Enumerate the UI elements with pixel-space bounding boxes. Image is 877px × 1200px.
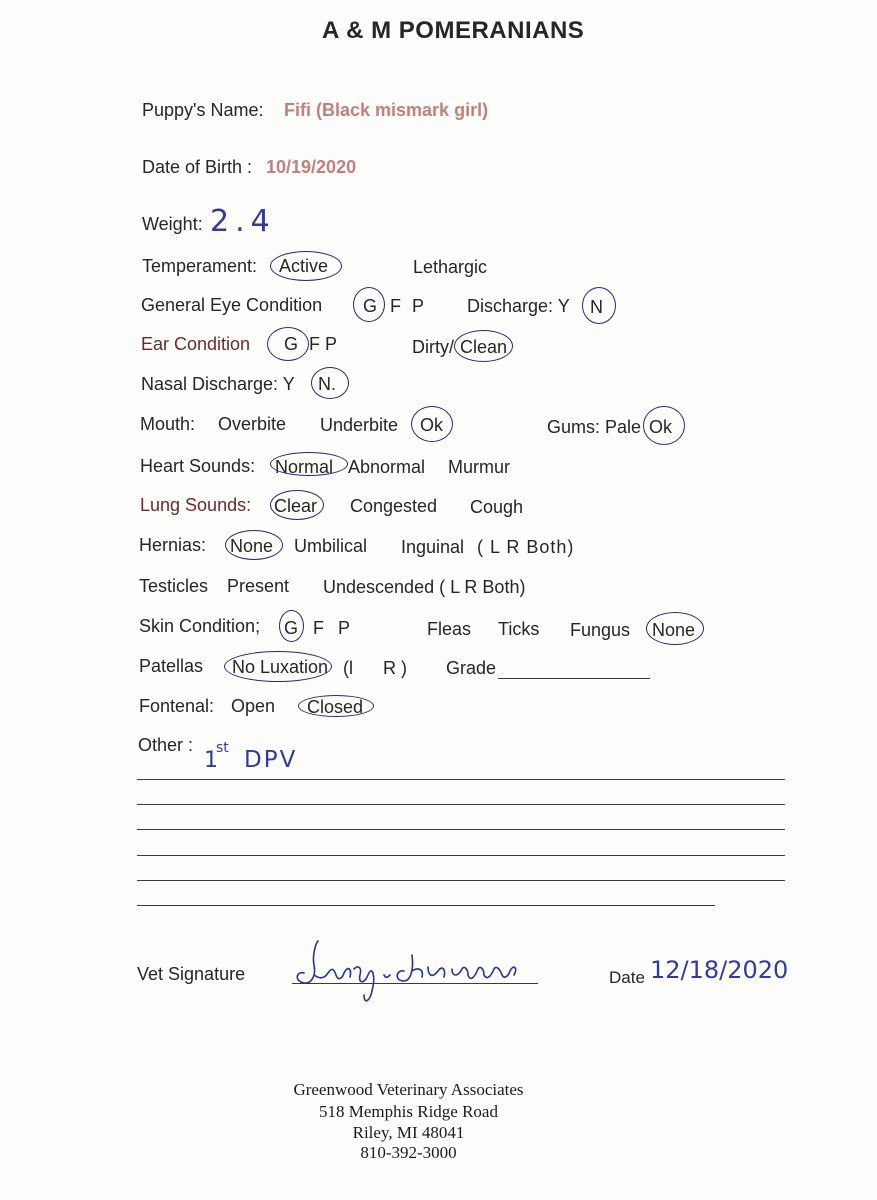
heart-label: Heart Sounds: — [140, 456, 256, 476]
footer-city: Riley, MI 48041 — [352, 1123, 465, 1142]
other-label: Other : — [138, 735, 194, 755]
gums-ok: Ok — [649, 417, 673, 437]
heart-murmur: Murmur — [448, 457, 510, 477]
notes-line — [137, 880, 785, 881]
notes-line — [137, 779, 785, 780]
hernias-umbilical: Umbilical — [294, 536, 368, 556]
circle-mark — [643, 406, 685, 445]
patellas-label: Patellas — [139, 656, 204, 676]
eye-g: G — [363, 296, 378, 316]
other-note: DPV — [244, 747, 298, 773]
lung-clear: Clear — [274, 496, 318, 516]
footer-clinic-name: Greenwood Veterinary Associates — [293, 1080, 524, 1099]
skin-none: None — [652, 620, 696, 640]
footer-address: 518 Memphis Ridge Road — [319, 1102, 498, 1121]
puppy-name-value: Fifi (Black mismark girl) — [284, 100, 489, 120]
fontenal-open: Open — [231, 696, 276, 716]
hernias-label: Hernias: — [139, 535, 207, 555]
skin-p: P — [338, 618, 351, 638]
mouth-label: Mouth: — [140, 414, 196, 434]
ear-fp: F P — [309, 334, 338, 354]
skin-fleas: Fleas — [427, 619, 472, 639]
eye-f: F — [390, 296, 401, 316]
skin-g: G — [284, 618, 299, 638]
signature-line — [292, 983, 538, 984]
circle-mark — [646, 612, 704, 645]
date-value: 12/18/2020 — [650, 956, 789, 984]
date-label: Date — [609, 968, 645, 987]
hernias-lr: ( L R Both) — [477, 537, 575, 557]
hernias-none: None — [230, 536, 274, 556]
weight-label: Weight: — [142, 214, 203, 234]
circle-mark — [270, 251, 342, 281]
circle-mark — [454, 330, 513, 362]
heart-normal: Normal — [275, 457, 334, 477]
eye-n: N — [590, 297, 603, 317]
temperament-lethargic: Lethargic — [413, 257, 488, 277]
page-title: A & M POMERANIANS — [322, 17, 585, 44]
fontenal-label: Fontenal: — [139, 696, 215, 716]
mouth-underbite: Underbite — [320, 415, 399, 435]
other-note-super: st — [216, 740, 229, 756]
mouth-overbite: Overbite — [218, 414, 287, 434]
circle-mark — [224, 651, 332, 682]
patellas-lr: (l R ) — [343, 658, 407, 678]
weight-value: 2.4 — [210, 204, 276, 239]
circle-mark — [270, 452, 348, 476]
patellas-grade: Grade — [446, 658, 497, 678]
lung-cough: Cough — [470, 497, 524, 517]
temperament-active: Active — [279, 256, 329, 276]
notes-line — [137, 804, 785, 805]
circle-mark — [411, 406, 453, 442]
circle-mark — [270, 490, 324, 520]
ear-label: Ear Condition — [141, 334, 251, 354]
puppy-name-label: Puppy's Name: — [142, 100, 264, 120]
heart-abnormal: Abnormal — [348, 457, 426, 477]
nasal-n: N. — [318, 374, 336, 394]
circle-mark — [353, 287, 385, 322]
vet-signature — [292, 935, 542, 1005]
testicles-present: Present — [227, 576, 290, 596]
ear-dirty: Dirty/ — [412, 337, 454, 357]
circle-mark — [279, 610, 304, 642]
circle-mark — [267, 327, 309, 361]
ear-g: G — [284, 334, 299, 354]
lung-label: Lung Sounds: — [140, 495, 252, 515]
circle-mark — [298, 695, 374, 717]
skin-f: F — [313, 618, 324, 638]
temperament-label: Temperament: — [142, 256, 258, 276]
notes-line — [137, 829, 785, 830]
mouth-ok: Ok — [420, 415, 444, 435]
grade-line — [498, 678, 650, 679]
testicles-label: Testicles — [139, 576, 209, 596]
notes-line — [137, 855, 785, 856]
notes-line — [137, 905, 715, 906]
other-note-num: 1 — [204, 748, 218, 773]
fontenal-closed: Closed — [307, 697, 364, 717]
dob-value: 10/19/2020 — [266, 157, 357, 177]
eye-discharge: Discharge: Y — [467, 296, 570, 316]
patellas-noluxation: No Luxation — [232, 657, 329, 677]
testicles-undescended: Undescended ( L R Both) — [323, 577, 526, 597]
eye-p: P — [412, 296, 425, 316]
ear-clean: Clean — [460, 337, 508, 357]
gums-label: Gums: Pale — [547, 417, 642, 437]
hernias-inguinal: Inguinal — [401, 537, 465, 557]
circle-mark — [225, 530, 283, 560]
skin-fungus: Fungus — [570, 620, 631, 640]
skin-ticks: Ticks — [498, 619, 540, 639]
eye-label: General Eye Condition — [141, 295, 323, 315]
skin-label: Skin Condition; — [139, 616, 261, 636]
nasal-label: Nasal Discharge: Y — [141, 374, 295, 394]
dob-label: Date of Birth : — [142, 157, 253, 177]
lung-congested: Congested — [350, 496, 438, 516]
footer-phone: 810-392-3000 — [360, 1143, 457, 1162]
circle-mark — [311, 367, 349, 399]
vet-signature-label: Vet Signature — [137, 964, 246, 984]
circle-mark — [582, 287, 616, 324]
